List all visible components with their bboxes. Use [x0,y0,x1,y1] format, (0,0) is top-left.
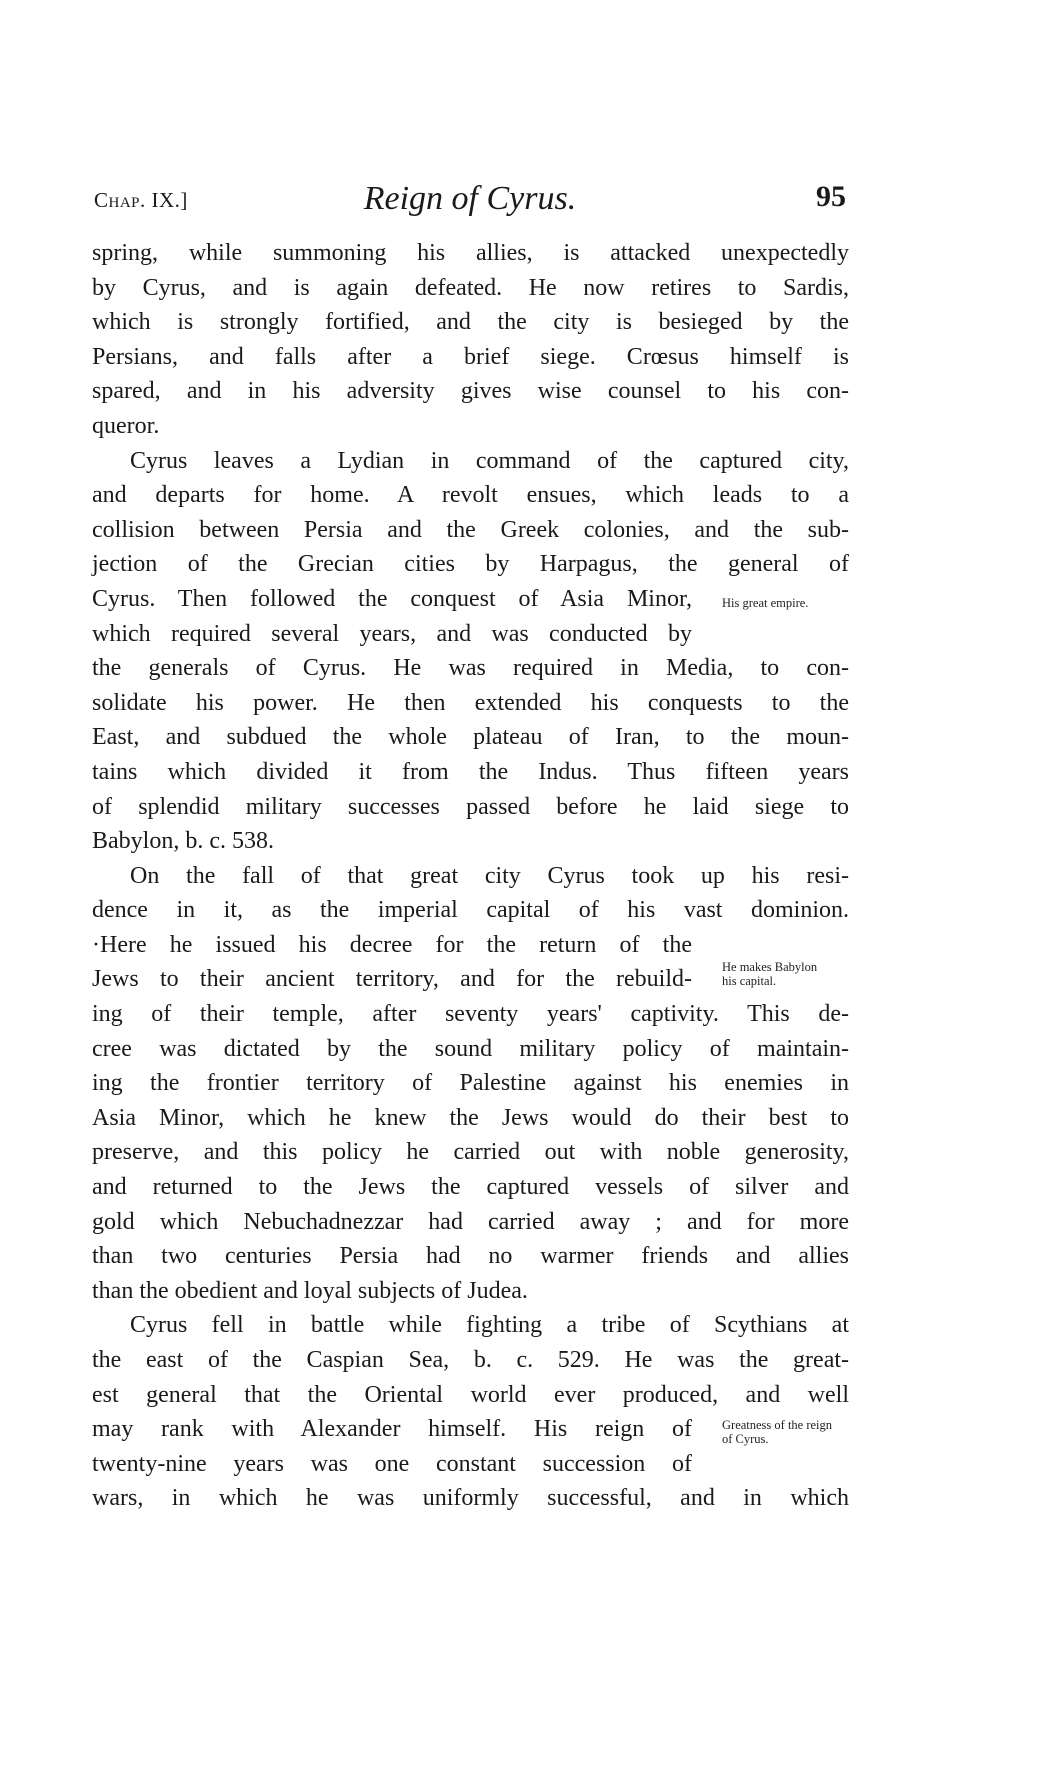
text-line: est general that the Oriental world ever produced, and well [92,1381,849,1408]
text-line: the generals of Cyrus. He was required in Media, to con- [92,655,849,682]
text-line: the east of the Caspian Sea, b. c. 529. He was the great- [92,1347,849,1373]
margin-note-greatness: Greatness of the reign of Cyrus. [722,1418,833,1446]
text-line: dence in it, as the imperial capital of his vast dominion. [92,897,849,924]
chapter-label: Chap. IX.] [94,188,188,212]
text-line: which is strongly fortified, and the city is besieged by the [92,309,849,336]
margin-note-babylon-capital: He makes Babylon his capital. [722,960,818,988]
text-line: than two centuries Persia had no warmer friends and allies [92,1243,849,1270]
text-line: cree was dictated by the sound military policy of maintain- [92,1035,849,1062]
text-line: Jews to their ancient territory, and for the rebuild- [92,966,692,993]
text-line: Babylon, b. c. 538. [92,828,274,855]
running-title: Reign of Cyrus. [363,180,577,217]
text-line: spring, while summoning his allies, is attacked unexpectedly [92,240,849,266]
text-line: On the fall of that great city Cyrus took up his resi- [130,862,849,889]
text-line: queror. [92,412,160,439]
text-line: wars, in which he was uniformly successful, and in which [92,1485,849,1512]
text-line: jection of the Grecian cities by Harpagus, the general of [92,551,849,578]
text-line: tains which divided it from the Indus. Thus fifteen years [92,758,849,785]
text-line: ing of their temple, after seventy years' captivity. This de- [92,1001,849,1028]
text-line: preserve, and this policy he carried out with noble generosity, [92,1139,849,1166]
text-line: Cyrus. Then followed the conquest of Asia Minor, [92,585,692,612]
text-line: and returned to the Jews the captured vessels of silver and [92,1174,849,1201]
text-line: ing the frontier territory of Palestine against his enemies in [92,1070,849,1097]
text-line: Asia Minor, which he knew the Jews would do their best to [92,1104,849,1131]
text-line: of splendid military successes passed before he laid siege to [92,793,849,820]
page-number: 95 [816,180,846,213]
text-line: than the obedient and loyal subjects of Judea. [92,1277,528,1304]
text-line: by Cyrus, and is again defeated. He now retires to Sardis, [92,274,849,301]
text-line: Cyrus fell in battle while fighting a tribe of Scythians at [130,1312,849,1339]
text-line: solidate his power. He then extended his conquests to the [92,689,849,716]
text-line: gold which Nebuchadnezzar had carried away ; and for more [92,1208,849,1235]
text-line: which required several years, and was conducted by [92,620,692,647]
page-body [92,236,849,1516]
text-line: ·Here he issued his decree for the return of the [92,931,692,958]
text-line: twenty-nine years was one constant succession of [92,1450,692,1477]
running-header [94,180,846,220]
text-line: and departs for home. A revolt ensues, which leads to a [92,482,849,509]
text-line: Persians, and falls after a brief siege. Crœsus himself is [92,343,849,370]
text-line: may rank with Alexander himself. His reign of [92,1416,692,1443]
text-line: spared, and in his adversity gives wise counsel to his con- [92,378,849,405]
text-line: Cyrus leaves a Lydian in command of the captured city, [130,447,849,474]
text-line: East, and subdued the whole plateau of Iran, to the moun- [92,724,849,751]
margin-note-empire: His great empire. [722,596,809,610]
text-line: collision between Persia and the Greek colonies, and the sub- [92,516,849,543]
